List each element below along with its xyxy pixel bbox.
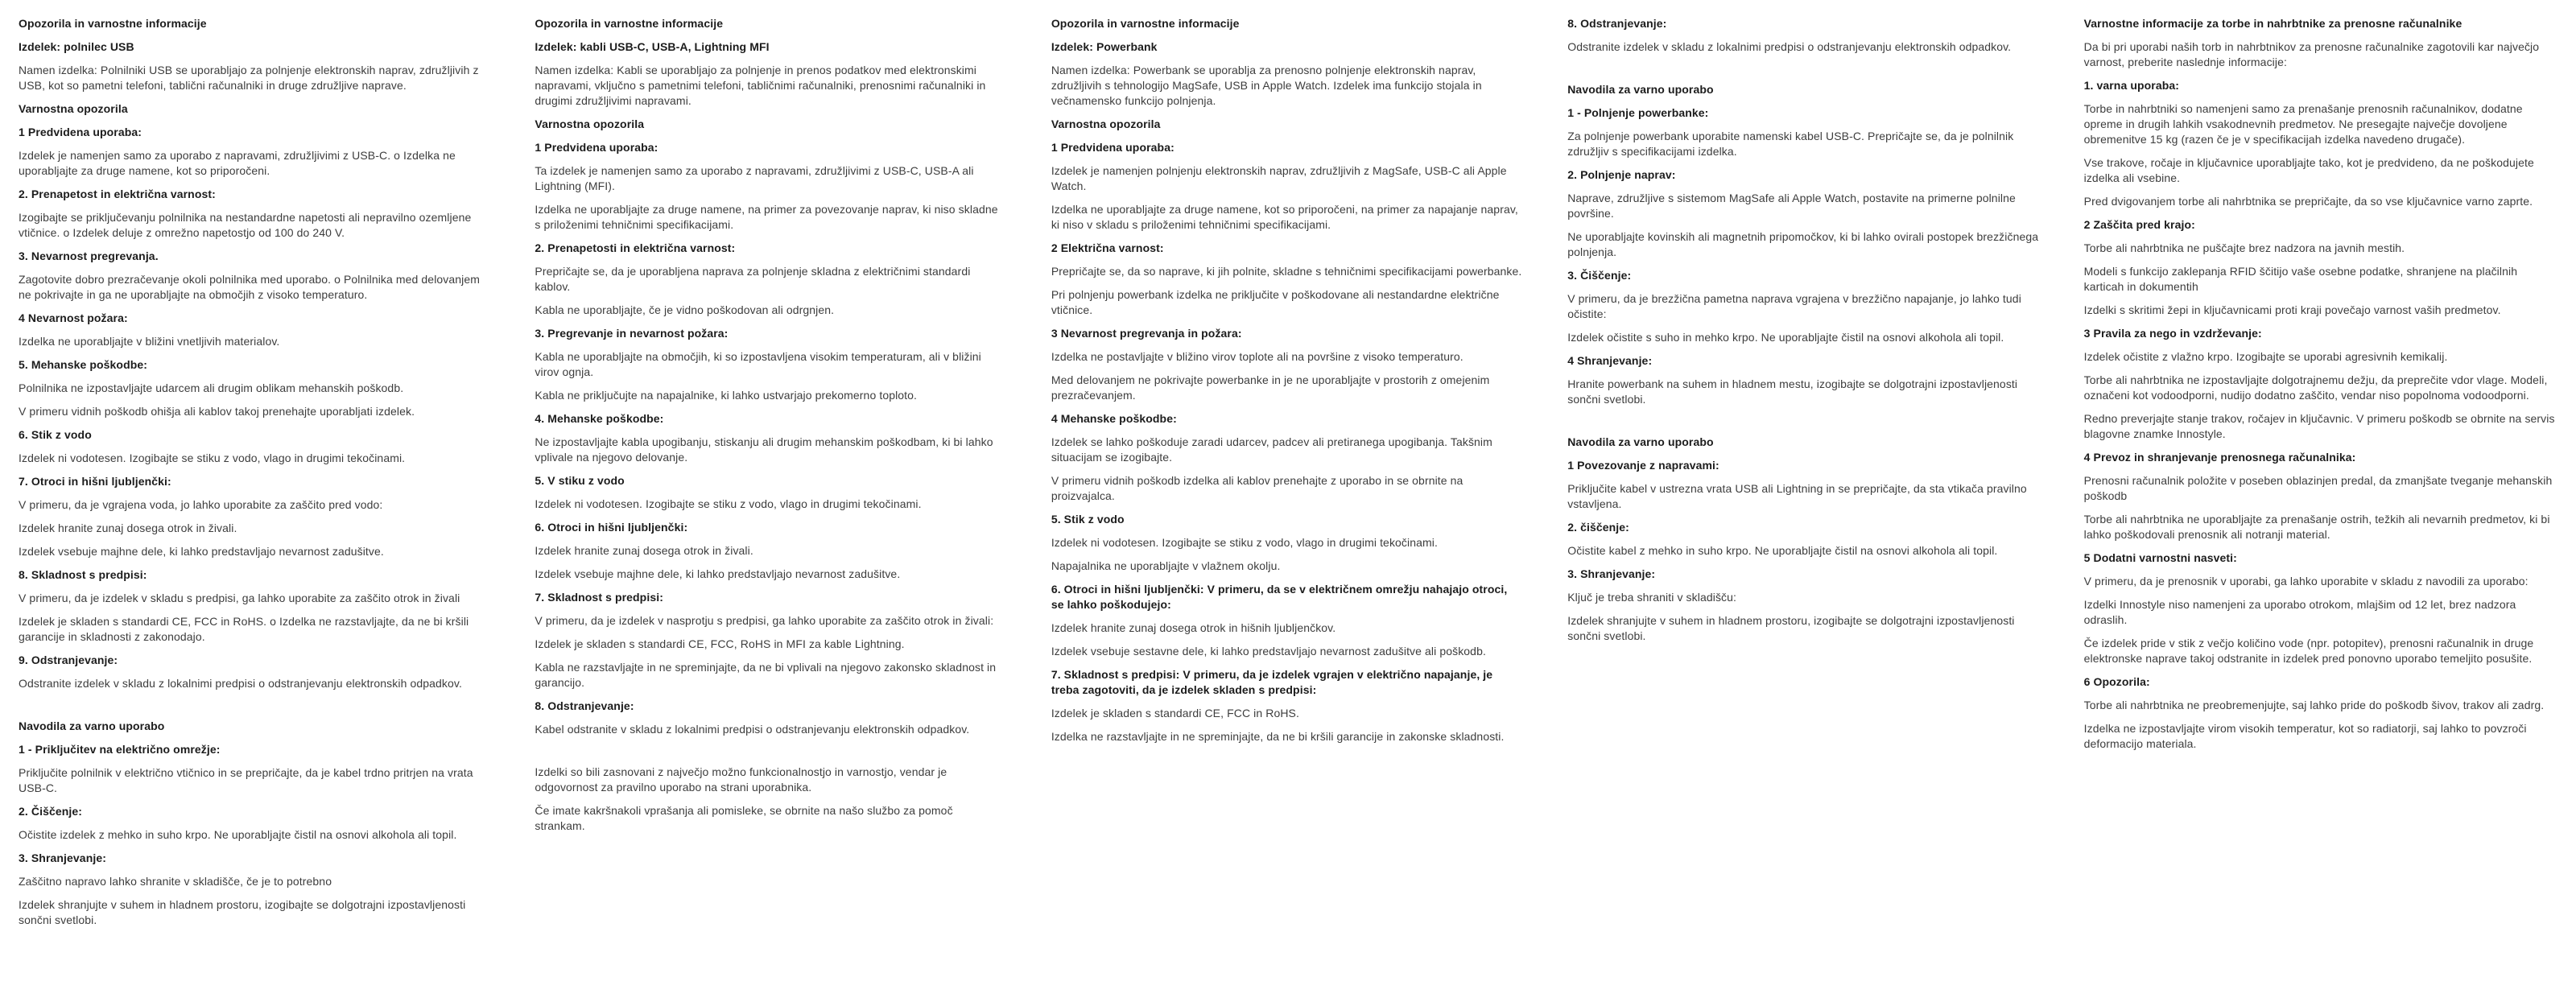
paragraph: V primeru vidnih poškodb ohišja ali kablov takoj prenehajte uporabljati izdelek. — [19, 405, 415, 418]
paragraph: Izdelek vsebuje sestavne dele, ki lahko predstavljajo nevarnost zadušitve ali poškodb. — [1051, 645, 1486, 658]
paragraph: Zagotovite dobro prezračevanje okoli polnilnika med uporabo. o Polnilnika med delovanjem ne pokrivajte in ga ne uporabljajte na območjih z visoko temperaturo. — [19, 273, 481, 301]
paragraph: Polnilnika ne izpostavljajte udarcem ali drugim oblikam mehanskih poškodb. — [19, 381, 404, 394]
paragraph: Prenosni računalnik položite v poseben oblazinjen predal, da zmanjšate tveganje mehanskih poškodb — [2083, 474, 2553, 502]
section-heading: 4 Nevarnost požara: — [19, 311, 128, 324]
section-heading: 2 Zaščita pred krajo: — [2083, 218, 2195, 231]
paragraph: Torbe ali nahrbtnika ne puščajte brez nadzora na javnih mestih. — [2083, 241, 2405, 254]
paragraph: Hranite powerbank na suhem in hladnem mestu, izogibajte se dolgotrajni izpostavljenosti sončni svetlobi. — [1567, 377, 2018, 406]
section-heading: 4 Mehanske poškodbe: — [1051, 412, 1177, 425]
section-heading: 2. Polnjenje naprav: — [1567, 168, 1676, 181]
section-heading: 8. Skladnost s predpisi: — [19, 568, 147, 581]
section-heading: Navodila za varno uporabo — [19, 719, 165, 732]
section-heading: Varnostne informacije za torbe in nahrbtnike za prenosne računalnike — [2083, 17, 2462, 30]
section-heading: 9. Odstranjevanje: — [19, 653, 118, 666]
paragraph: Očistite izdelek z mehko in suho krpo. Ne uporabljajte čistil na osnovi alkohola ali topil. — [19, 828, 457, 841]
paragraph: Redno preverjajte stanje trakov, ročajev in ključavnic. V primeru poškodb se obrnite na servis blagovne znamke Innostyle. — [2083, 412, 2555, 440]
paragraph: Izdelka ne uporabljajte za druge namene, kot so priporočeni, na primer za napajanje naprav, ki niso v skladu s priloženimi tehničnimi specifikacijami. — [1051, 203, 1518, 231]
section-heading: 2. Prenapetost in električna varnost: — [19, 188, 216, 200]
paragraph: Izdelek ni vodotesen. Izogibajte se stiku z vodo, vlago in drugimi tekočinami. — [19, 451, 406, 464]
section-heading: 8. Odstranjevanje: — [1567, 17, 1667, 30]
paragraph: Za polnjenje powerbank uporabite namenski kabel USB-C. Prepričajte se, da je polnilnik združljiv s specifikacijami izdelka. — [1567, 130, 2014, 158]
paragraph: Odstranite izdelek v skladu z lokalnimi predpisi o odstranjevanju elektronskih odpadkov. — [1567, 40, 2012, 53]
paragraph: Prepričajte se, da je uporabljena naprava za polnjenje skladna z električnimi standardi kablov. — [535, 265, 971, 293]
paragraph: Izdelki so bili zasnovani z največjo možno funkcionalnostjo in varnostjo, vendar je odgovornost za pravilno uporabo na strani uporabnika. — [535, 765, 947, 794]
paragraph: Izdelka ne izpostavljajte virom visokih temperatur, kot so radiatorji, saj lahko to povzroči deformacijo materiala. — [2083, 722, 2527, 750]
paragraph: V primeru, da je izdelek v skladu s predpisi, ga lahko uporabite za zaščito otrok in živali — [19, 592, 460, 604]
section-heading: Navodila za varno uporabo — [1567, 435, 1714, 448]
section-heading: 4 Shranjevanje: — [1567, 354, 1653, 367]
section-heading: 6. Stik z vodo — [19, 428, 92, 441]
section-heading: Navodila za varno uporabo — [1567, 83, 1714, 96]
paragraph: Izdelka ne uporabljajte v bližini vnetljivih materialov. — [19, 335, 280, 348]
section-heading: 3 Pravila za nego in vzdrževanje: — [2083, 327, 2262, 340]
paragraph: Kabla ne razstavljajte in ne spreminjajte, da ne bi vplivali na njegovo zakonsko skladnost in garancijo. — [535, 661, 997, 689]
paragraph: Pri polnjenju powerbank izdelka ne priključite v poškodovane ali nestandardne električne vtičnice. — [1051, 288, 1500, 316]
paragraph: Naprave, združljive s sistemom MagSafe ali Apple Watch, postavite na primerne polnilne površine. — [1567, 192, 2016, 220]
paragraph: Izdelka ne razstavljajte in ne spreminjajte, da ne bi kršili garancije in zakonske skladnosti. — [1051, 730, 1505, 743]
section-heading: Opozorila in varnostne informacije — [535, 17, 724, 30]
section-heading: 7. Skladnost s predpisi: V primeru, da je izdelek vgrajen v električno napajanje, je treba zagotoviti, da je izdelek skladen s predpisi: — [1051, 668, 1493, 696]
paragraph: Torbe in nahrbtniki so namenjeni samo za prenašanje prenosnih računalnikov, dodatne opreme in drugih lahkih vsakodnevnih predmetov. Ne presegajte največje dovoljene obremenitve 15 kg (razen če je v specifikacijah izdelka navedeno drugače). — [2083, 102, 2523, 146]
section-heading: 3. Pregrevanje in nevarnost požara: — [535, 327, 729, 340]
paragraph: V primeru vidnih poškodb izdelka ali kablov prenehajte z uporabo in se obrnite na proizvajalca. — [1051, 474, 1463, 502]
section-heading: 6. Otroci in hišni ljubljenčki: — [535, 521, 688, 534]
section-heading: Varnostna opozorila — [535, 118, 645, 130]
paragraph: Namen izdelka: Polnilniki USB se uporabljajo za polnjenje elektronskih naprav, združljivih z USB, kot so pametni telefoni, tablični računalniki in druge združljive naprave. — [19, 64, 479, 92]
section-heading: 2 Električna varnost: — [1051, 241, 1164, 254]
paragraph: V primeru, da je vgrajena voda, jo lahko uporabite za zaščito pred vodo: — [19, 498, 383, 511]
text-column-3 — [1051, 16, 1522, 752]
text-column-5 — [2084, 16, 2555, 760]
paragraph: Pred dvigovanjem torbe ali nahrbtnika se prepričajte, da so vse ključavnice varno zaprte. — [2083, 195, 2533, 208]
section-heading: 1. varna uporaba: — [2083, 79, 2180, 92]
section-heading: 1 - Polnjenje powerbanke: — [1567, 106, 1709, 119]
paragraph: Izdelek vsebuje majhne dele, ki lahko predstavljajo nevarnost zadušitve. — [19, 545, 384, 558]
paragraph: Ne izpostavljajte kabla upogibanju, stiskanju ali drugim mehanskim poškodbam, ki bi lahko vplivale na njegovo delovanje. — [535, 435, 993, 464]
section-heading: Izdelek: Powerbank — [1051, 40, 1158, 53]
paragraph: Izdelki s skritimi žepi in ključavnicami proti kraji povečajo varnost vaših predmetov. — [2083, 303, 2501, 316]
section-heading: Izdelek: kabli USB-C, USB-A, Lightning MFI — [535, 40, 770, 53]
text-column-2 — [535, 16, 1005, 842]
section-heading: 1 Predvidena uporaba: — [535, 141, 658, 154]
paragraph: Izdelka ne uporabljajte za druge namene, na primer za povezovanje naprav, ki niso skladne s priloženimi tehničnimi specifikacijami. — [535, 203, 998, 231]
paragraph: Izdelek hranite zunaj dosega otrok in živali. — [535, 544, 753, 557]
section-heading: 1 - Priključitev na električno omrežje: — [19, 743, 221, 756]
section-heading: 4 Prevoz in shranjevanje prenosnega računalnika: — [2083, 451, 2356, 464]
section-heading: Izdelek: polnilec USB — [19, 40, 134, 53]
paragraph: Kabel odstranite v skladu z lokalnimi predpisi o odstranjevanju elektronskih odpadkov. — [535, 723, 970, 736]
document-columns — [19, 16, 2555, 936]
paragraph: Izdelek očistite z vlažno krpo. Izogibajte se uporabi agresivnih kemikalij. — [2083, 350, 2448, 363]
paragraph: Ključ je treba shraniti v skladišču: — [1567, 591, 1737, 604]
paragraph: Izdelka ne postavljajte v bližino virov toplote ali na površine z visoko temperaturo. — [1051, 350, 1463, 363]
paragraph: Kabla ne uporabljajte, če je vidno poškodovan ali odrgnjen. — [535, 303, 835, 316]
section-heading: 3. Shranjevanje: — [1567, 567, 1656, 580]
section-heading: 5. Mehanske poškodbe: — [19, 358, 148, 371]
section-heading: 1 Predvidena uporaba: — [19, 126, 142, 138]
paragraph: Torbe ali nahrbtnika ne uporabljajte za prenašanje ostrih, težkih ali nevarnih predmetov, ki bi lahko poškodovali prenosnik ali notranji material. — [2083, 513, 2550, 541]
section-heading: 6 Opozorila: — [2083, 675, 2150, 688]
paragraph: Da bi pri uporabi naših torb in nahrbtnikov za prenosne računalnike zagotovili kar največjo varnost, preberite naslednje informacije: — [2083, 40, 2540, 68]
paragraph: Kabla ne priključujte na napajalnike, ki lahko ustvarjajo prekomerno toploto. — [535, 389, 918, 402]
paragraph: Priključite kabel v ustrezna vrata USB ali Lightning in se prepričajte, da sta vtikača pravilno vstavljena. — [1567, 482, 2027, 510]
paragraph: Izdelek vsebuje majhne dele, ki lahko predstavljajo nevarnost zadušitve. — [535, 567, 901, 580]
section-heading: 2. čiščenje: — [1567, 521, 1629, 534]
paragraph: Odstranite izdelek v skladu z lokalnimi predpisi o odstranjevanju elektronskih odpadkov. — [19, 677, 462, 690]
section-heading: Varnostna opozorila — [19, 102, 128, 115]
section-heading: 2. Čiščenje: — [19, 805, 83, 818]
paragraph: Izdelek shranjujte v suhem in hladnem prostoru, izogibajte se dolgotrajni izpostavljenosti sončni svetlobi. — [1567, 614, 2015, 642]
section-heading: 7. Otroci in hišni ljubljenčki: — [19, 475, 171, 488]
section-heading: 3. Čiščenje: — [1567, 269, 1632, 282]
section-heading: 4. Mehanske poškodbe: — [535, 412, 664, 425]
paragraph: Namen izdelka: Powerbank se uporablja za prenosno polnjenje elektronskih naprav, združljivih s tehnologijo MagSafe, USB in Apple Watch. Izdelek ima funkcijo stojala in večnamensko funkcijo polnjenja. — [1051, 64, 1482, 107]
section-heading: 3. Shranjevanje: — [19, 851, 106, 864]
paragraph: Izdelek ni vodotesen. Izogibajte se stiku z vodo, vlago in drugimi tekočinami. — [535, 497, 922, 510]
section-heading: 3. Nevarnost pregrevanja. — [19, 249, 159, 262]
paragraph: V primeru, da je brezžična pametna naprava vgrajena v brezžično napajanje, jo lahko tudi očistite: — [1567, 292, 2021, 320]
paragraph: Izdelek shranjujte v suhem in hladnem prostoru, izogibajte se dolgotrajni izpostavljenosti sončni svetlobi. — [19, 898, 466, 926]
paragraph: Če imate kakršnakoli vprašanja ali pomisleke, se obrnite na našo službo za pomoč strankam. — [535, 804, 953, 832]
paragraph: Izdelek je namenjen samo za uporabo z napravami, združljivimi z USB-C. o Izdelka ne uporabljajte za druge namene, kot so priporočeni. — [19, 149, 456, 177]
paragraph: Prepričajte se, da so naprave, ki jih polnite, skladne s tehničnimi specifikacijami powerbanke. — [1051, 265, 1522, 278]
section-heading: 1 Povezovanje z napravami: — [1567, 459, 1719, 472]
section-heading: 1 Predvidena uporaba: — [1051, 141, 1174, 154]
paragraph: Med delovanjem ne pokrivajte powerbanke in je ne uporabljajte v prostorih z omejenim prezračevanjem. — [1051, 373, 1490, 402]
section-heading: Opozorila in varnostne informacije — [1051, 17, 1240, 30]
paragraph: Modeli s funkcijo zaklepanja RFID ščitijo vaše osebne podatke, shranjene na plačilnih karticah in dokumentih — [2083, 265, 2518, 293]
paragraph: Izdelek hranite zunaj dosega otrok in živali. — [19, 522, 237, 534]
paragraph: Izdelek je skladen s standardi CE, FCC in RoHS. o Izdelka ne razstavljajte, da ne bi kršili garancije in skladnosti z zakonodajo. — [19, 615, 469, 643]
paragraph: Izdelek ni vodotesen. Izogibajte se stiku z vodo, vlago in drugimi tekočinami. — [1051, 536, 1438, 549]
paragraph: Izdelek je skladen s standardi CE, FCC, RoHS in MFI za kable Lightning. — [535, 637, 905, 650]
section-heading: 2. Prenapetosti in električna varnost: — [535, 241, 736, 254]
paragraph: Ne uporabljajte kovinskih ali magnetnih pripomočkov, ki bi lahko ovirali postopek brezžičnega polnjenja. — [1567, 230, 2039, 258]
section-heading: Varnostna opozorila — [1051, 118, 1161, 130]
paragraph: Izdelki Innostyle niso namenjeni za uporabo otrokom, mlajšim od 12 let, brez nadzora odraslih. — [2083, 598, 2516, 626]
paragraph: Torbe ali nahrbtnika ne izpostavljajte dolgotrajnemu dežju, da preprečite vdor vlage. Modeli, označeni kot vodoodporni, nudijo dodatno zaščito, vendar niso popolnoma vodoodporni. — [2083, 373, 2548, 402]
paragraph: Kabla ne uporabljajte na območjih, ki so izpostavljena visokim temperaturam, ali v bližini virov ognja. — [535, 350, 981, 378]
section-heading: 6. Otroci in hišni ljubljenčki: V primeru, da se v električnem omrežju nahajajo otroci, se lahko poškodujejo: — [1051, 583, 1508, 611]
section-heading: 3 Nevarnost pregrevanja in požara: — [1051, 327, 1242, 340]
paragraph: Torbe ali nahrbtnika ne preobremenjujte, saj lahko pride do poškodb šivov, trakov ali zadrg. — [2083, 699, 2545, 711]
paragraph: Napajalnika ne uporabljajte v vlažnem okolju. — [1051, 559, 1281, 572]
paragraph: Izdelek se lahko poškoduje zaradi udarcev, padcev ali pretiranega upogibanja. Takšnim situacijam se izogibajte. — [1051, 435, 1492, 464]
paragraph: Priključite polnilnik v električno vtičnico in se prepričajte, da je kabel trdno pritrjen na vrata USB-C. — [19, 766, 473, 794]
paragraph: Očistite kabel z mehko in suho krpo. Ne uporabljajte čistil na osnovi alkohola ali topil. — [1567, 544, 1998, 557]
paragraph: Vse trakove, ročaje in ključavnice uporabljajte tako, kot je predvideno, da ne poškodujete izdelka ali vsebine. — [2083, 156, 2534, 184]
paragraph: Izdelek je namenjen polnjenju elektronskih naprav, združljivih z MagSafe, USB-C ali Apple Watch. — [1051, 164, 1507, 192]
paragraph: V primeru, da je izdelek v nasprotju s predpisi, ga lahko uporabite za zaščito otrok in živali: — [535, 614, 994, 627]
paragraph: Ta izdelek je namenjen samo za uporabo z napravami, združljivimi z USB-C, USB-A ali Lightning (MFI). — [535, 164, 974, 192]
paragraph: Zaščitno napravo lahko shranite v skladišče, če je to potrebno — [19, 875, 332, 888]
paragraph: Namen izdelka: Kabli se uporabljajo za polnjenje in prenos podatkov med elektronskimi napravami, vključno s pametnimi telefoni, tabličnimi računalniki, prenosnimi računalniki in drugimi združljivimi napravami. — [535, 64, 986, 107]
section-heading: 5. Stik z vodo — [1051, 513, 1125, 526]
text-column-4 — [1567, 16, 2038, 652]
paragraph: V primeru, da je prenosnik v uporabi, ga lahko uporabite v skladu z navodili za uporabo: — [2083, 575, 2529, 588]
paragraph: Izdelek je skladen s standardi CE, FCC in RoHS. — [1051, 707, 1299, 719]
text-column-1 — [19, 16, 489, 936]
section-heading: 5. V stiku z vodo — [535, 474, 625, 487]
paragraph: Izdelek očistite s suho in mehko krpo. Ne uporabljajte čistil na osnovi alkohola ali topil. — [1567, 331, 2004, 344]
section-heading: 7. Skladnost s predpisi: — [535, 591, 663, 604]
paragraph: Izogibajte se priključevanju polnilnika na nestandardne napetosti ali nepravilno ozemljene vtičnice. o Izdelek deluje z omrežno napetostjo od 100 do 240 V. — [19, 211, 472, 239]
paragraph: Če izdelek pride v stik z večjo količino vode (npr. potopitev), prenosni računalnik in druge elektronske naprave takoj odstranite in izdelek pred ponovno uporabo temeljito posušite. — [2083, 637, 2534, 665]
section-heading: 5 Dodatni varnostni nasveti: — [2083, 551, 2237, 564]
section-heading: Opozorila in varnostne informacije — [19, 17, 207, 30]
section-heading: 8. Odstranjevanje: — [535, 699, 634, 712]
paragraph: Izdelek hranite zunaj dosega otrok in hišnih ljubljenčkov. — [1051, 621, 1336, 634]
